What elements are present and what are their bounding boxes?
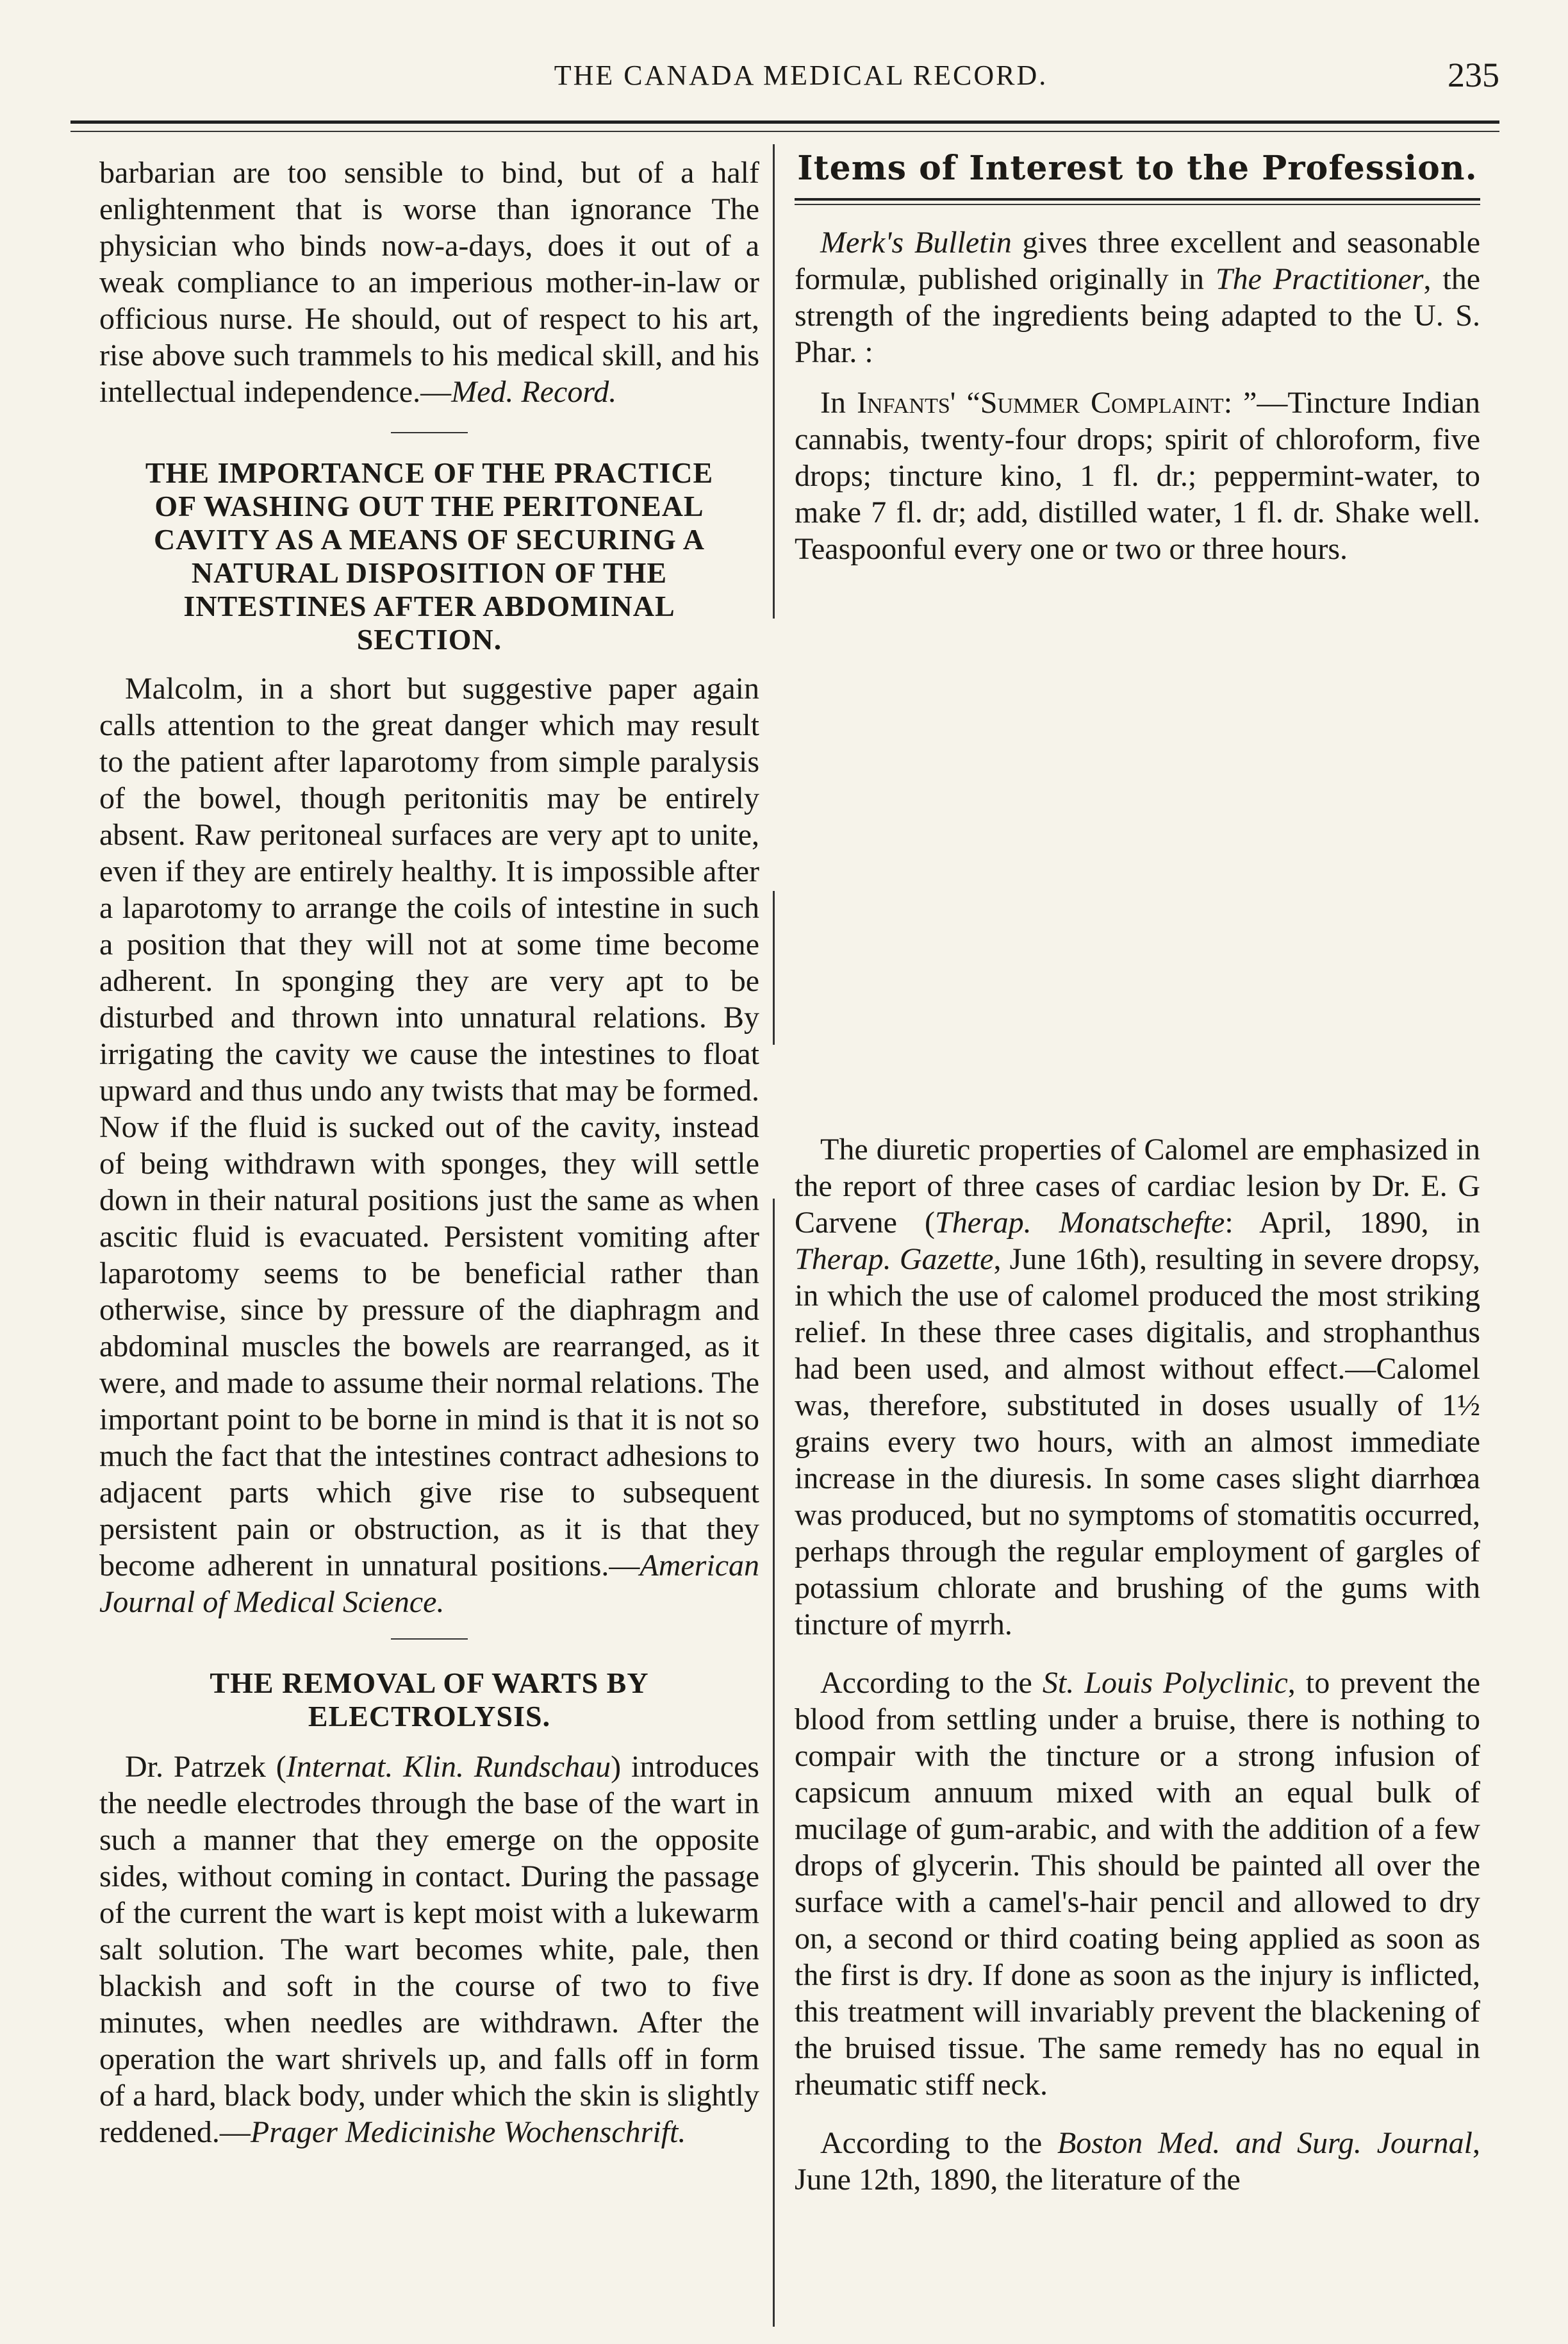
source-citation: Prager Medicinishe Wochenschrift. <box>250 2115 686 2149</box>
journal-name: St. Louis Polyclinic <box>1042 1666 1288 1700</box>
running-head <box>103 56 1499 104</box>
journal-name: The Practitioner <box>1215 262 1424 296</box>
journal-name: Therap. Gazette <box>795 1242 994 1276</box>
running-title: THE CANADA MEDICAL RECORD. <box>554 60 1048 91</box>
column-divider <box>773 144 775 619</box>
paragraph-text: According to the <box>820 2126 1057 2160</box>
separator-rule <box>391 432 468 433</box>
journal-name: Therap. Monatschefte <box>935 1206 1225 1240</box>
paragraph-text: gives three excellent and seasonable formulæ, published originally in <box>795 226 1480 296</box>
column-divider <box>773 891 775 1045</box>
paragraph-text: Malcolm, in a short but suggestive paper again calls attention to the great danger which may result to the patient after laparotomy from simple paralysis of the bowel, though peritonitis may be entirely absent. Raw peritoneal surfaces are very apt to unite, even if they are entirely healthy. It is impossible after a laparotomy to arrange the coils of intestine in such a position that they will not at some time become adherent. In sponging they are very apt to be disturbed and thrown into unnatural relations. By irrigating the cavity we cause the intestines to float upward and thus undo any twists that may be formed. Now if the fluid is sucked out of the cavity, instead of being withdrawn with sponges, they will settle down in their natural positions just the same as when ascitic fluid is evacuated. Persistent vomiting after laparotomy seems to be beneficial rather than otherwise, since by pressure of the diaphragm and abdominal muscles the bowels are rearranged, as it were, and made to assume their normal relations. The important point to be borne in mind is that it is not so much the fact that the intestines contract adhesions to adjacent parts which give rise to subsequent persistent pain or obstruction, as it is that they become adherent in unnatural positions.— <box>99 672 759 1583</box>
paragraph-text: barbarian are too sensible to bind, but of a half enlightenment that is worse than ignorance The physician who binds now-a-days, does it out of a weak compliance to an imperious mother-in-law or officious nurse. He should, out of respect to his art, rise above such trammels to his medical skill, and his intellectual independence.— <box>99 156 759 409</box>
article-heading-peritoneal: THE IMPORTANCE OF THE PRACTICE OF WASHING OUT THE PERITONEAL CAVITY AS A MEANS OF SECURING A NATURAL DISPOSITION OF THE INTESTINES AFTER ABDOMINAL SECTION. <box>145 456 714 656</box>
left-column <box>99 144 759 2150</box>
page-number: 235 <box>1448 56 1499 94</box>
article-body-warts <box>99 1749 759 2150</box>
paragraph-text: : April, 1890, in <box>1225 1206 1481 1240</box>
paragraph-text: , June 16th), resulting in severe dropsy, in which the use of calomel produced the most striking relief. In these three cases digitalis, and strophanthus had been used, and almost without effect.—Calomel was, therefore, substituted in doses usually of 1½ grains every two hours, with an almost immediate increase in the diuresis. In some cases slight diarrhœa was produced, but no symptoms of stomatitis occurred, perhaps through the regular employment of gargles of potassium chlorate and brushing of the gums with tincture of myrrh. <box>795 1242 1480 1642</box>
formula-label: : ”— <box>1223 386 1288 420</box>
continued-paragraph <box>99 154 759 410</box>
formula-label: Infants' “Summer Complaint <box>857 386 1224 420</box>
section-heading-rule-thin <box>795 204 1480 205</box>
formula-label: In <box>820 386 857 420</box>
separator-rule <box>391 1638 468 1640</box>
paragraph-text: Tincture Indian cannabis, twenty-four drops; spirit of chloroform, five drops; tincture kino, 1 fl. dr.; peppermint-water, to make 7 fl. dr; add, distilled water, 1 fl. dr. Shake well. Teaspoonful every one or two or three hours. <box>795 386 1481 566</box>
column-gap <box>795 567 1480 1131</box>
column-divider <box>773 1199 775 2327</box>
merk-intro <box>795 224 1480 370</box>
paragraph-text: , the strength of the ingredients being adapted to the U. S. Phar. : <box>795 262 1480 369</box>
paragraph-text: Dr. Patrzek ( <box>125 1750 286 1784</box>
header-rule-thick <box>70 121 1499 124</box>
paragraph-text: According to the <box>820 1666 1043 1700</box>
right-column <box>795 144 1480 2198</box>
header-rule-thin <box>70 131 1499 132</box>
bruise-paragraph <box>795 1665 1480 2103</box>
source-citation: Med. Record. <box>451 375 617 409</box>
journal-name: Internat. Klin. Rundschau <box>286 1750 611 1784</box>
journal-name: Merk's Bulletin <box>820 226 1012 260</box>
paragraph-text: , June 12th, 1890, the literature of the <box>795 2126 1480 2197</box>
article-body-peritoneal <box>99 670 759 1620</box>
source-citation: American Journal of Medical Science. <box>99 1549 759 1619</box>
article-heading-warts: THE REMOVAL OF WARTS BY ELECTROLYSIS. <box>210 1667 649 1733</box>
infants-formula <box>795 385 1480 567</box>
journal-name: Boston Med. and Surg. Journal <box>1057 2126 1473 2160</box>
paragraph-text: , to prevent the blood from settling under a bruise, there is nothing to compair with the tincture or a strong infusion of capsicum annuum mixed with an equal bulk of mucilage of gum-arabic, and with the addition of a few drops of glycerin. This should be painted all over the surface with a camel's-hair pencil and allowed to dry on, a second or third coating being applied as soon as the first is dry. If done as soon as the injury is inflicted, this treatment will invariably prevent the blackening of the bruised tissue. The same remedy has no equal in rheumatic stiff neck. <box>795 1666 1481 2102</box>
calomel-paragraph <box>795 1131 1480 1643</box>
boston-paragraph <box>795 2125 1480 2198</box>
section-heading-rule-thick <box>795 198 1480 201</box>
paragraph-text: The diuretic properties of Calomel are emphasized in the report of three cases of cardiac lesion by Dr. E. G Carvene ( <box>795 1133 1480 1240</box>
section-heading: Items of Interest to the Profession. <box>797 149 1478 188</box>
paragraph-text: ) introduces the needle electrodes through the base of the wart in such a manner that they emerge on the opposite sides, without coming in contact. During the passage of the current the wart is kept moist with a lukewarm salt solution. The wart becomes white, pale, then blackish and soft in the course of two to five minutes, when needles are withdrawn. After the operation the wart shrivels up, and falls off in form of a hard, black body, under which the skin is slightly reddened.— <box>99 1750 759 2149</box>
